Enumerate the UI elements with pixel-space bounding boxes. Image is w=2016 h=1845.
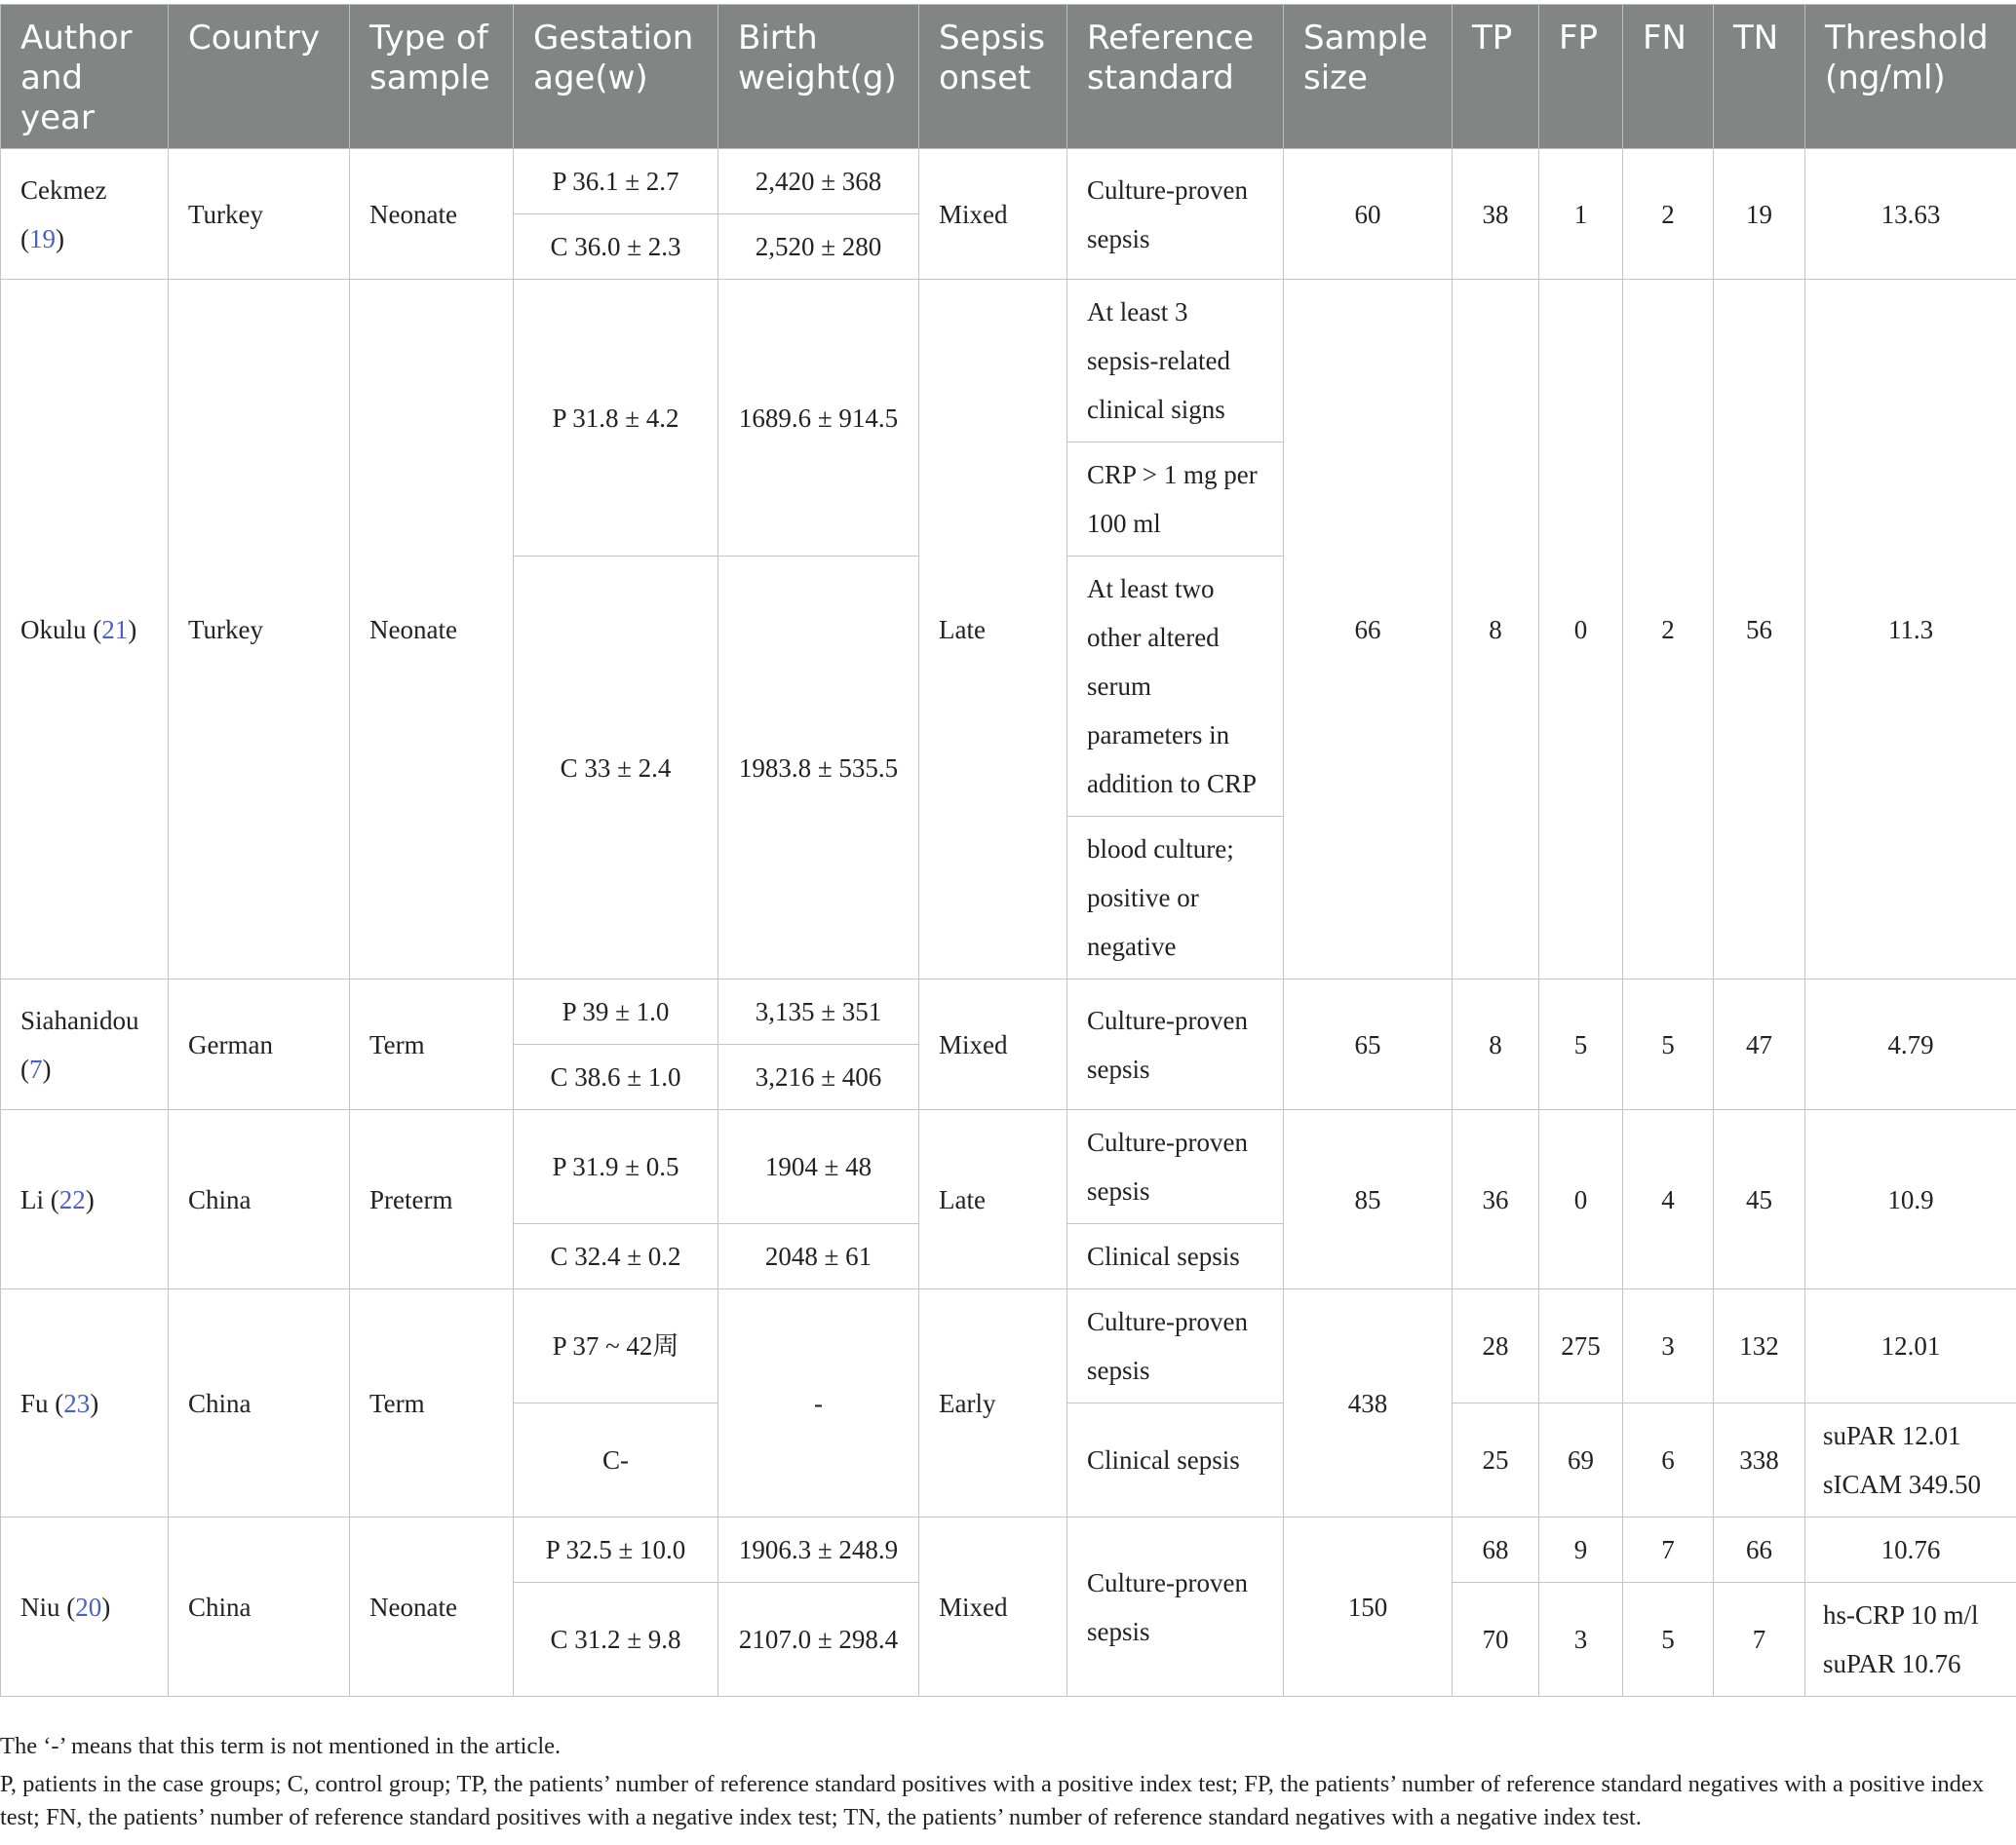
reference-standard-cell: Culture-proven sepsis xyxy=(1067,149,1284,280)
sepsis-onset-cell: Late xyxy=(919,1110,1067,1289)
reference-link[interactable]: 22 xyxy=(58,1184,86,1214)
fn-cell: 2 xyxy=(1623,280,1714,980)
table-footnotes xyxy=(0,1730,2008,1839)
sample-type-cell: Neonate xyxy=(350,149,514,280)
birth-weight-c-cell: 1983.8 ± 535.5 xyxy=(718,557,919,980)
country-cell: China xyxy=(169,1110,350,1289)
header-reference-standard: Reference standard xyxy=(1067,5,1284,149)
header-sepsis-onset: Sepsis onset xyxy=(919,5,1067,149)
header-tp: TP xyxy=(1453,5,1539,149)
tn-cell: 56 xyxy=(1714,280,1805,980)
reference-link[interactable]: 19 xyxy=(29,223,56,253)
sample-type-cell: Neonate xyxy=(350,280,514,980)
reference-standard-cell: Culture-proven sepsis xyxy=(1067,1289,1284,1403)
fp-cell: 9 xyxy=(1539,1518,1623,1583)
reference-standard-cell: At least 3 sepsis-related clinical signs xyxy=(1067,280,1284,442)
gestation-p-cell: P 32.5 ± 10.0 xyxy=(514,1518,718,1583)
header-sample-type: Type of sample xyxy=(350,5,514,149)
sepsis-onset-cell: Mixed xyxy=(919,149,1067,280)
country-cell: China xyxy=(169,1289,350,1518)
header-fn: FN xyxy=(1623,5,1714,149)
table-row xyxy=(1,149,2016,214)
birth-weight-p-cell: 1689.6 ± 914.5 xyxy=(718,280,919,557)
birth-weight-p-cell: 1906.3 ± 248.9 xyxy=(718,1518,919,1583)
header-country: Country xyxy=(169,5,350,149)
country-cell: Turkey xyxy=(169,149,350,280)
tn-cell: 19 xyxy=(1714,149,1805,280)
study-characteristics-table xyxy=(0,4,2016,1697)
threshold-line: sICAM 349.50 xyxy=(1823,1470,1982,1499)
sample-type-cell: Preterm xyxy=(350,1110,514,1289)
fp-cell: 275 xyxy=(1539,1289,1623,1403)
sample-size-cell: 65 xyxy=(1284,980,1453,1110)
country-cell: Turkey xyxy=(169,280,350,980)
threshold-line: hs-CRP 10 m/l xyxy=(1823,1600,1979,1630)
fp-cell: 0 xyxy=(1539,280,1623,980)
country-cell: German xyxy=(169,980,350,1110)
author-name: Okulu xyxy=(20,614,87,644)
tp-cell: 68 xyxy=(1453,1518,1539,1583)
reference-link[interactable]: 21 xyxy=(101,614,129,644)
tn-cell: 338 xyxy=(1714,1403,1805,1518)
author-cell: Li (22) xyxy=(1,1110,169,1289)
gestation-p-cell: P 31.9 ± 0.5 xyxy=(514,1110,718,1224)
threshold-cell xyxy=(1805,1403,2016,1518)
author-name: Siahanidou xyxy=(20,1005,139,1035)
author-cell: Fu (23) xyxy=(1,1289,169,1518)
author-name: Fu xyxy=(20,1388,49,1418)
sepsis-onset-cell: Late xyxy=(919,280,1067,980)
reference-standard-cell: Clinical sepsis xyxy=(1067,1403,1284,1518)
fp-cell: 0 xyxy=(1539,1110,1623,1289)
tp-cell: 36 xyxy=(1453,1110,1539,1289)
reference-link[interactable]: 23 xyxy=(63,1388,91,1418)
sample-size-cell: 438 xyxy=(1284,1289,1453,1518)
fp-cell: 3 xyxy=(1539,1583,1623,1697)
header-birth-weight: Birth weight(g) xyxy=(718,5,919,149)
threshold-cell: 10.76 xyxy=(1805,1518,2016,1583)
birth-weight-p-cell: 1904 ± 48 xyxy=(718,1110,919,1224)
fn-cell: 3 xyxy=(1623,1289,1714,1403)
fn-cell: 5 xyxy=(1623,1583,1714,1697)
gestation-c-cell: C 33 ± 2.4 xyxy=(514,557,718,980)
country-cell: China xyxy=(169,1518,350,1697)
header-tn: TN xyxy=(1714,5,1805,149)
birth-weight-c-cell: 2048 ± 61 xyxy=(718,1224,919,1289)
tn-cell: 66 xyxy=(1714,1518,1805,1583)
author-cell: Niu (20) xyxy=(1,1518,169,1697)
birth-weight-c-cell: 3,216 ± 406 xyxy=(718,1045,919,1110)
reference-standard-cell: Clinical sepsis xyxy=(1067,1224,1284,1289)
tp-cell: 8 xyxy=(1453,980,1539,1110)
sample-type-cell: Term xyxy=(350,980,514,1110)
reference-standard-cell: At least two other altered serum parameters in addition to CRP xyxy=(1067,557,1284,817)
gestation-c-cell: C- xyxy=(514,1403,718,1518)
author-name: Li xyxy=(20,1184,44,1214)
fp-cell: 69 xyxy=(1539,1403,1623,1518)
header-threshold: Threshold (ng/ml) xyxy=(1805,5,2016,149)
footnote-dash: The ‘-’ means that this term is not mentioned in the article. xyxy=(0,1733,562,1759)
fn-cell: 4 xyxy=(1623,1110,1714,1289)
threshold-cell: 10.9 xyxy=(1805,1110,2016,1289)
birth-weight-p-cell: 3,135 ± 351 xyxy=(718,980,919,1045)
reference-link[interactable]: 7 xyxy=(29,1054,43,1084)
threshold-line: suPAR 12.01 xyxy=(1823,1421,1961,1450)
header-sample-size: Sample size xyxy=(1284,5,1453,149)
sepsis-onset-cell: Mixed xyxy=(919,980,1067,1110)
fp-cell: 5 xyxy=(1539,980,1623,1110)
threshold-cell xyxy=(1805,1583,2016,1697)
gestation-p-cell: P 31.8 ± 4.2 xyxy=(514,280,718,557)
gestation-p-cell: P 39 ± 1.0 xyxy=(514,980,718,1045)
tp-cell: 38 xyxy=(1453,149,1539,280)
reference-link[interactable]: 20 xyxy=(75,1592,102,1622)
header-author: Author and year xyxy=(1,5,169,149)
sample-size-cell: 66 xyxy=(1284,280,1453,980)
sample-type-cell: Neonate xyxy=(350,1518,514,1697)
gestation-c-cell: C 36.0 ± 2.3 xyxy=(514,214,718,280)
tp-cell: 8 xyxy=(1453,280,1539,980)
gestation-c-cell: C 32.4 ± 0.2 xyxy=(514,1224,718,1289)
table-row xyxy=(1,1110,2016,1224)
threshold-cell: 4.79 xyxy=(1805,980,2016,1110)
sample-size-cell: 60 xyxy=(1284,149,1453,280)
fn-cell: 7 xyxy=(1623,1518,1714,1583)
fp-cell: 1 xyxy=(1539,149,1623,280)
tn-cell: 47 xyxy=(1714,980,1805,1110)
birth-weight-c-cell: 2107.0 ± 298.4 xyxy=(718,1583,919,1697)
reference-standard-cell: Culture-proven sepsis xyxy=(1067,980,1284,1110)
author-cell: Okulu (21) xyxy=(1,280,169,980)
header-fp: FP xyxy=(1539,5,1623,149)
tp-cell: 25 xyxy=(1453,1403,1539,1518)
sample-size-cell: 150 xyxy=(1284,1518,1453,1697)
gestation-c-cell: C 31.2 ± 9.8 xyxy=(514,1583,718,1697)
tn-cell: 45 xyxy=(1714,1110,1805,1289)
table-row xyxy=(1,280,2016,442)
reference-standard-cell: blood culture; positive or negative xyxy=(1067,817,1284,980)
reference-standard-cell: Culture-proven sepsis xyxy=(1067,1110,1284,1224)
tn-cell: 132 xyxy=(1714,1289,1805,1403)
sample-size-cell: 85 xyxy=(1284,1110,1453,1289)
gestation-p-cell: P 37 ~ 42周 xyxy=(514,1289,718,1403)
reference-standard-cell: Culture-proven sepsis xyxy=(1067,1518,1284,1697)
table-row xyxy=(1,1518,2016,1583)
author-name: Niu xyxy=(20,1592,60,1622)
header-gestation-age: Gestation age(w) xyxy=(514,5,718,149)
tp-cell: 70 xyxy=(1453,1583,1539,1697)
author-name: Cekmez xyxy=(20,174,107,205)
fn-cell: 5 xyxy=(1623,980,1714,1110)
threshold-cell: 13.63 xyxy=(1805,149,2016,280)
gestation-c-cell: C 38.6 ± 1.0 xyxy=(514,1045,718,1110)
birth-weight-p-cell: 2,420 ± 368 xyxy=(718,149,919,214)
gestation-p-cell: P 36.1 ± 2.7 xyxy=(514,149,718,214)
table-row xyxy=(1,980,2016,1045)
threshold-cell: 12.01 xyxy=(1805,1289,2016,1403)
table-row xyxy=(1,1289,2016,1403)
fn-cell: 6 xyxy=(1623,1403,1714,1518)
author-cell: Cekmez (19) xyxy=(1,149,169,280)
threshold-cell: 11.3 xyxy=(1805,280,2016,980)
fn-cell: 2 xyxy=(1623,149,1714,280)
sepsis-onset-cell: Mixed xyxy=(919,1518,1067,1697)
sample-type-cell: Term xyxy=(350,1289,514,1518)
birth-weight-c-cell: 2,520 ± 280 xyxy=(718,214,919,280)
footnote-abbreviations: P, patients in the case groups; C, control group; TP, the patients’ number of reference standard positives with a positive index test; FP, the patients’ number of reference standard negatives with a positive index test; FN, the patients’ number of reference standard positives with a negative index test; TN, the patients’ number of reference standard negatives with a negative index test. xyxy=(0,1771,1985,1830)
sepsis-onset-cell: Early xyxy=(919,1289,1067,1518)
tp-cell: 28 xyxy=(1453,1289,1539,1403)
tn-cell: 7 xyxy=(1714,1583,1805,1697)
birth-weight-cell: - xyxy=(718,1289,919,1518)
header-row xyxy=(1,5,2016,149)
reference-standard-cell: CRP > 1 mg per 100 ml xyxy=(1067,442,1284,557)
author-cell: Siahanidou (7) xyxy=(1,980,169,1110)
threshold-line: suPAR 10.76 xyxy=(1823,1649,1961,1678)
